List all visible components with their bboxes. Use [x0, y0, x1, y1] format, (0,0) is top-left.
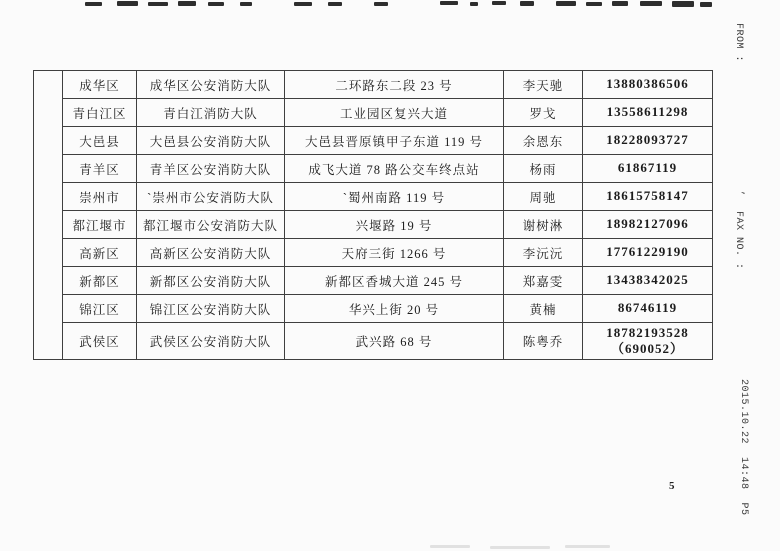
phone-number: 18615758147 — [606, 188, 689, 204]
phone-number: 18782193528 — [606, 324, 689, 340]
organization-cell: 高新区公安消防大队 — [137, 239, 285, 267]
scan-artifact — [640, 1, 662, 6]
scan-artifact — [490, 546, 550, 549]
organization-cell: 青白江消防大队 — [137, 99, 285, 127]
district-cell: 成华区 — [63, 71, 137, 99]
district-cell: 青羊区 — [63, 155, 137, 183]
table-row — [34, 267, 713, 295]
phone-cell — [583, 295, 713, 323]
phone-number: 17761229190 — [606, 244, 689, 260]
address-cell: 武兴路 68 号 — [285, 323, 504, 360]
contact-name-cell: 郑嘉雯 — [504, 267, 583, 295]
table-row — [34, 155, 713, 183]
scan-artifact — [556, 1, 576, 6]
scan-artifact — [430, 545, 470, 548]
empty-stub-cell — [34, 71, 63, 360]
scan-artifact — [148, 2, 168, 6]
contact-name-cell: 李沅沅 — [504, 239, 583, 267]
scan-artifact — [565, 545, 610, 548]
fax-from-label: FROM : — [733, 23, 744, 63]
scan-artifact — [117, 1, 138, 6]
contact-name-cell: 谢树淋 — [504, 211, 583, 239]
district-cell: 崇州市 — [63, 183, 137, 211]
phone-cell — [583, 323, 713, 360]
address-cell: 工业园区复兴大道 — [285, 99, 504, 127]
phone-cell — [583, 155, 713, 183]
phone-cell — [583, 99, 713, 127]
scan-artifact — [374, 2, 388, 6]
phone-cell — [583, 211, 713, 239]
scan-artifact — [85, 2, 102, 6]
phone-number: 18982127096 — [606, 216, 689, 232]
phone-number: 61867119 — [617, 160, 678, 176]
address-cell: 天府三街 1266 号 — [285, 239, 504, 267]
contact-name-cell: 罗戈 — [504, 99, 583, 127]
table-row — [34, 71, 713, 99]
phone-number: 13438342025 — [606, 272, 689, 288]
fax-tick-mark: ’ — [733, 190, 744, 197]
organization-cell: 锦江区公安消防大队 — [137, 295, 285, 323]
district-cell: 武侯区 — [63, 323, 137, 360]
phone-number: 13880386506 — [606, 76, 689, 92]
contact-name-cell: 周驰 — [504, 183, 583, 211]
organization-cell: 成华区公安消防大队 — [137, 71, 285, 99]
table-row — [34, 295, 713, 323]
scan-artifact — [208, 2, 224, 6]
organization-cell: 武侯区公安消防大队 — [137, 323, 285, 360]
contact-name-cell: 余恩东 — [504, 127, 583, 155]
phone-number: 13558611298 — [606, 104, 689, 120]
scan-artifact — [240, 2, 252, 6]
district-cell: 大邑县 — [63, 127, 137, 155]
scan-artifact — [178, 1, 196, 6]
phone-number: 86746119 — [617, 300, 678, 316]
district-cell: 青白江区 — [63, 99, 137, 127]
scan-artifact — [294, 2, 312, 6]
page-number: 5 — [669, 480, 675, 492]
table-row — [34, 183, 713, 211]
phone-cell — [583, 71, 713, 99]
scan-artifact — [328, 2, 342, 6]
scan-artifact — [440, 1, 458, 5]
phone-cell — [583, 183, 713, 211]
organization-cell: 都江堰市公安消防大队 — [137, 211, 285, 239]
phone-extension: （690052） — [610, 341, 684, 356]
contact-name-cell: 陈粤乔 — [504, 323, 583, 360]
address-cell: 二环路东二段 23 号 — [285, 71, 504, 99]
district-cell: 新都区 — [63, 267, 137, 295]
address-cell: 成飞大道 78 路公交车终点站 — [285, 155, 504, 183]
fire-brigade-table — [33, 70, 713, 360]
scan-artifact — [612, 1, 628, 6]
scan-artifact — [470, 2, 478, 6]
district-cell: 锦江区 — [63, 295, 137, 323]
organization-cell: 新都区公安消防大队 — [137, 267, 285, 295]
organization-cell: 青羊区公安消防大队 — [137, 155, 285, 183]
table-row — [34, 127, 713, 155]
address-cell: 华兴上街 20 号 — [285, 295, 504, 323]
table-row — [34, 99, 713, 127]
scan-artifact — [586, 2, 602, 6]
fax-timestamp: 2015.10.22 14:48 P5 — [738, 379, 749, 516]
address-cell: `蜀州南路 119 号 — [285, 183, 504, 211]
phone-cell — [583, 267, 713, 295]
contact-name-cell: 黄楠 — [504, 295, 583, 323]
table-row — [34, 239, 713, 267]
address-cell: 兴堰路 19 号 — [285, 211, 504, 239]
fire-brigade-table-body — [34, 71, 713, 360]
organization-cell: `崇州市公安消防大队 — [137, 183, 285, 211]
phone-cell — [583, 239, 713, 267]
district-cell: 都江堰市 — [63, 211, 137, 239]
scan-artifact — [520, 1, 534, 6]
phone-number: 18228093727 — [606, 132, 689, 148]
scan-artifact — [700, 2, 712, 7]
address-cell: 大邑县晋原镇甲子东道 119 号 — [285, 127, 504, 155]
table-row — [34, 323, 713, 360]
scan-artifact — [492, 1, 506, 5]
fax-number-label: FAX NO. : — [733, 211, 744, 270]
phone-cell — [583, 127, 713, 155]
district-cell: 高新区 — [63, 239, 137, 267]
table-row — [34, 211, 713, 239]
contact-name-cell: 杨雨 — [504, 155, 583, 183]
address-cell: 新都区香城大道 245 号 — [285, 267, 504, 295]
organization-cell: 大邑县公安消防大队 — [137, 127, 285, 155]
contact-name-cell: 李天驰 — [504, 71, 583, 99]
scan-artifact — [672, 1, 694, 7]
